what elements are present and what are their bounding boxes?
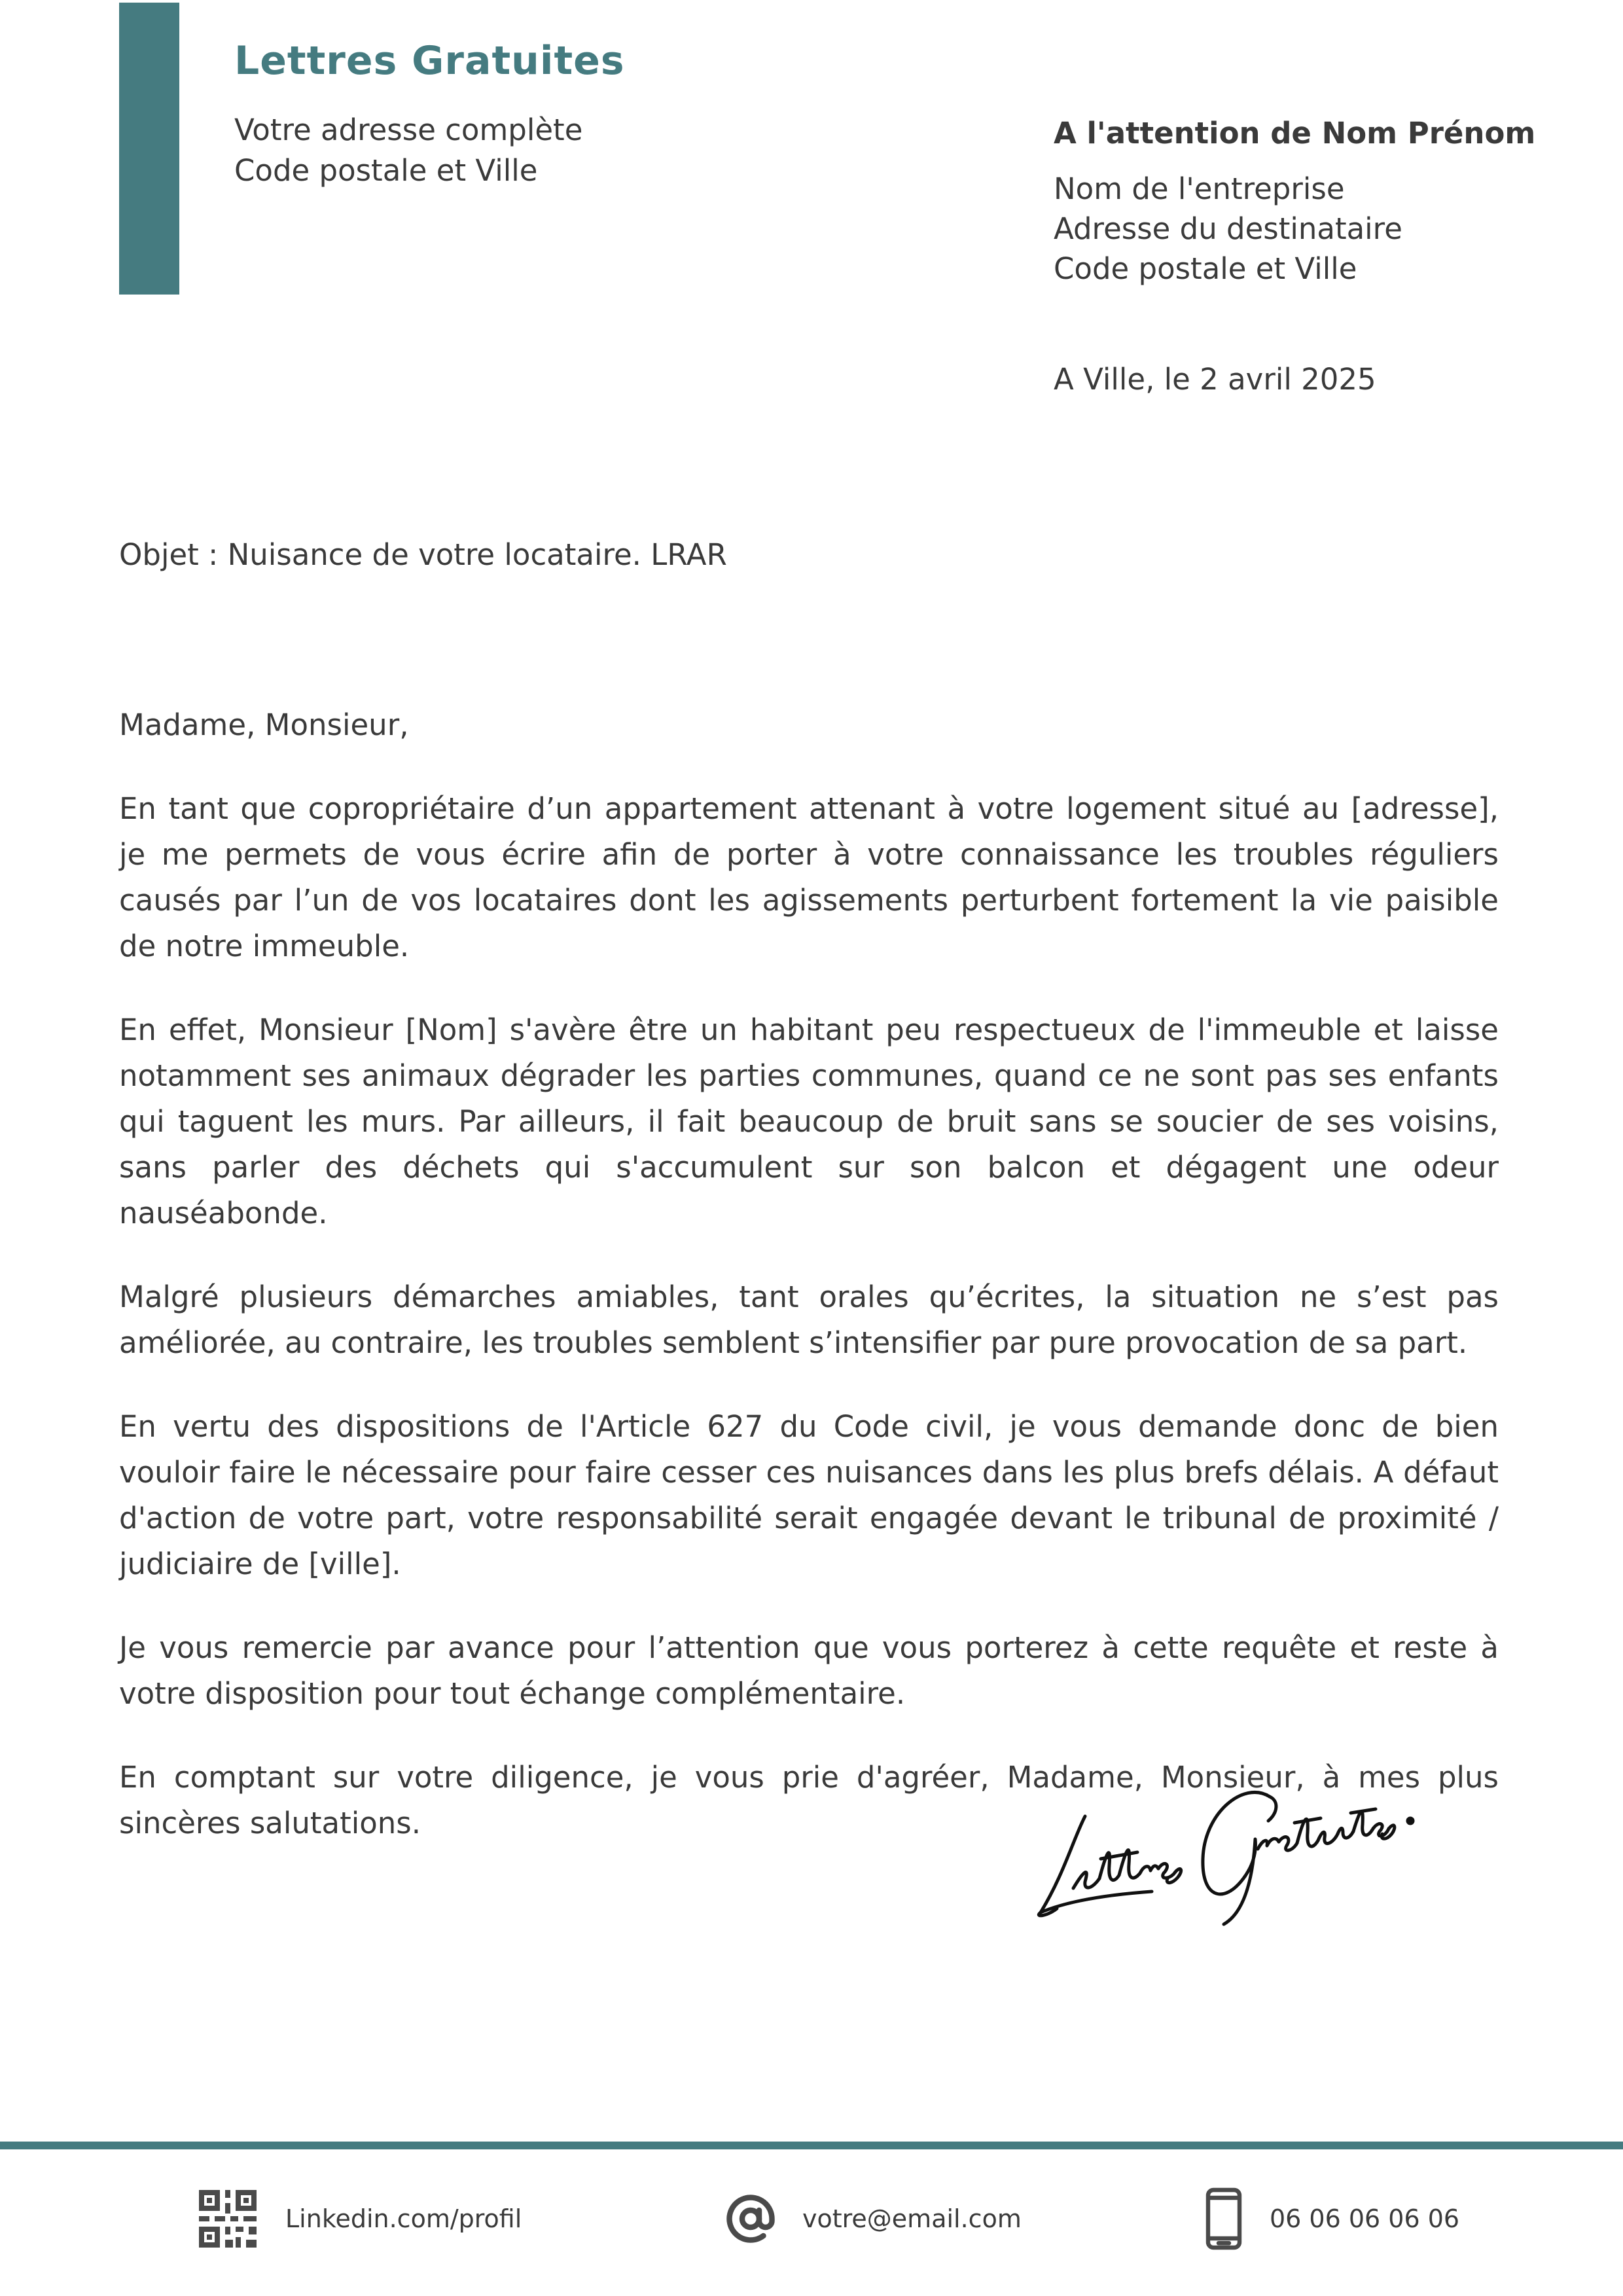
- letter-paragraph: En effet, Monsieur [Nom] s'avère être un habitant peu respectueux de l'immeuble et laisse notamment ses animaux dégrader les parties communes, quand ce ne sont pas ses enfants qui taguent les murs. Par ailleurs, il fait beaucoup de bruit sans se soucier de ses voisins, sans parler des déchets qui s'accumulent sur son balcon et dégagent une odeur nauséabonde.: [119, 1013, 1499, 1230]
- header-accent-bar: [119, 3, 179, 295]
- handwritten-signature: [1027, 1761, 1420, 1931]
- letter-salutation: Madame, Monsieur,: [119, 708, 409, 742]
- at-sign-icon: [725, 2193, 776, 2244]
- footer-linkedin-label: Linkedin.com/profil: [285, 2204, 522, 2233]
- letter-subject: Objet : Nuisance de votre locataire. LRAR: [119, 537, 727, 572]
- footer-linkedin[interactable]: [196, 2186, 522, 2251]
- footer-email-label: votre@email.com: [802, 2204, 1022, 2233]
- letter-date: A Ville, le 2 avril 2025: [1054, 362, 1376, 397]
- recipient-city: Code postale et Ville: [1054, 251, 1357, 286]
- footer-email[interactable]: [725, 2186, 1022, 2251]
- recipient-company: Nom de l'entreprise: [1054, 171, 1345, 206]
- letter-paragraph: En tant que copropriétaire d’un appartement attenant à votre logement situé au [adresse], je me permets de vous écrire afin de porter à votre connaissance les troubles réguliers causés par l’un de vos locataires dont les agissements perturbent fortement la vie paisible de notre immeuble.: [119, 791, 1499, 963]
- letter-paragraph: En comptant sur votre diligence, je vous prie d'agréer, Madame, Monsieur, à mes plus sincères salutations.: [119, 1760, 1499, 1840]
- recipient-block: [1054, 113, 1535, 289]
- letter-paragraph: En vertu des dispositions de l'Article 627 du Code civil, je vous demande donc de bien vouloir faire le nécessaire pour faire cesser ces nuisances dans les plus brefs délais. A défaut d'action de votre part, votre responsabilité serait engagée devant le tribunal de proximité / judiciaire de [ville].: [119, 1409, 1499, 1581]
- sender-brand-name: Lettres Gratuites: [234, 38, 625, 84]
- sender-address-line1: Votre adresse complète: [234, 113, 583, 147]
- footer-divider: [0, 2142, 1623, 2149]
- recipient-address: Adresse du destinataire: [1054, 211, 1402, 246]
- footer-phone[interactable]: [1204, 2186, 1459, 2251]
- footer-phone-label: 06 06 06 06 06: [1270, 2204, 1460, 2233]
- letter-paragraph: Malgré plusieurs démarches amiables, tant orales qu’écrites, la situation ne s’est pas améliorée, au contraire, les troubles semblent s’intensifier par pure provocation de sa part.: [119, 1280, 1499, 1360]
- sender-address: [234, 110, 582, 191]
- sender-address-line2: Code postale et Ville: [234, 153, 538, 188]
- letter-body: [119, 702, 1499, 1884]
- qr-code-icon: [196, 2187, 259, 2250]
- recipient-attention: A l'attention de Nom Prénom: [1054, 116, 1536, 151]
- letter-paragraph: Je vous remercie par avance pour l’attention que vous porterez à cette requête et reste à votre disposition pour tout échange complémentaire.: [119, 1630, 1499, 1711]
- mobile-phone-icon: [1204, 2187, 1243, 2250]
